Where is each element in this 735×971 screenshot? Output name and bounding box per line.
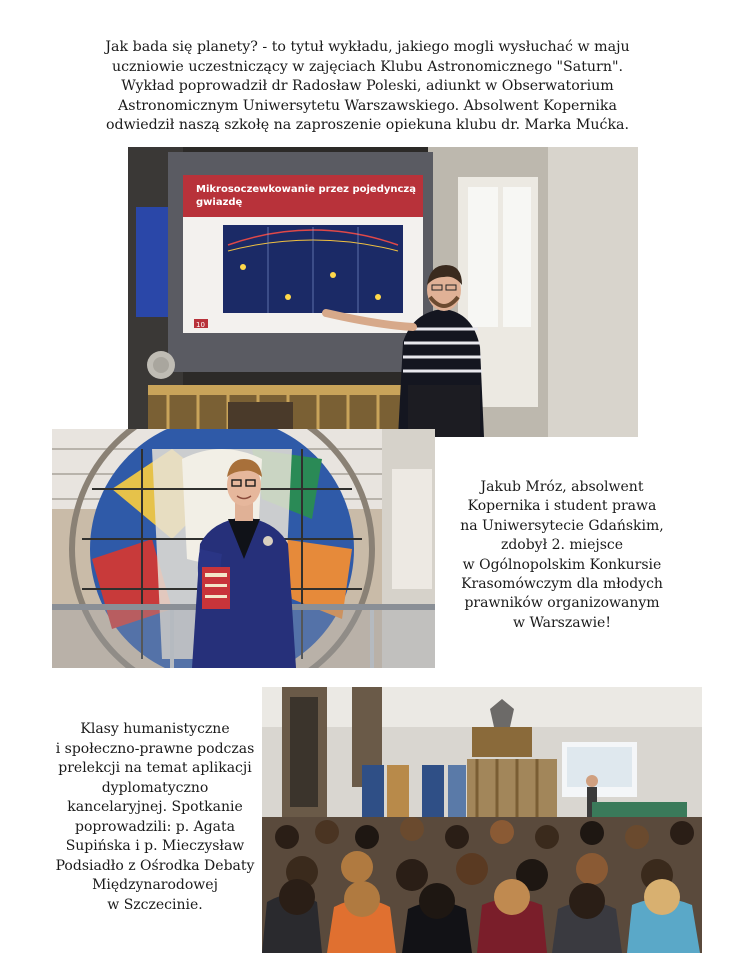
photo-audience [262, 687, 702, 953]
lecture-scene [128, 147, 638, 437]
photo-student [52, 429, 435, 668]
audience-scene [262, 687, 702, 953]
caption-student: Jakub Mróz, absolwent Kopernika i student prawa na Uniwersytecie Gdańskim, zdobył 2. miejsce w Ogólnopolskim Konkursie Krasomówczym dla młodych prawników organizowanym w Warszawie! [460, 479, 664, 631]
slide-title-line2: gwiazdę [196, 197, 243, 208]
photo-lecture [128, 147, 638, 437]
slide-page-number: 10 [196, 321, 205, 329]
student-scene [52, 429, 435, 668]
slide-title-line1: Mikrosoczewkowanie przez pojedynczą [196, 184, 416, 195]
caption-lecture: Jak bada się planety? - to tytuł wykładu, jakiego mogli wysłuchać w maju uczniowie uczestniczący w zajęciach Klubu Astronomicznego "Saturn". Wykład poprowadził dr Radosław Poleski, adiunkt w Obserwatorium Astronomicznym Uniwersytetu Warszawskiego. Absolwent Kopernika odwiedził naszą szkołę na zaproszenie opiekuna klubu dr. Marka Mućka. [105, 39, 630, 134]
caption-audience: Klasy humanistyczne i społeczno-prawne podczas prelekcji na temat aplikacji dyplomatyczno kancelaryjnej. Spotkanie poprowadzili: p. Agata Supińska i p. Mieczysław Podsiadło z Ośrodka Debaty Międzynarodowej w Szczecinie. [55, 721, 255, 913]
